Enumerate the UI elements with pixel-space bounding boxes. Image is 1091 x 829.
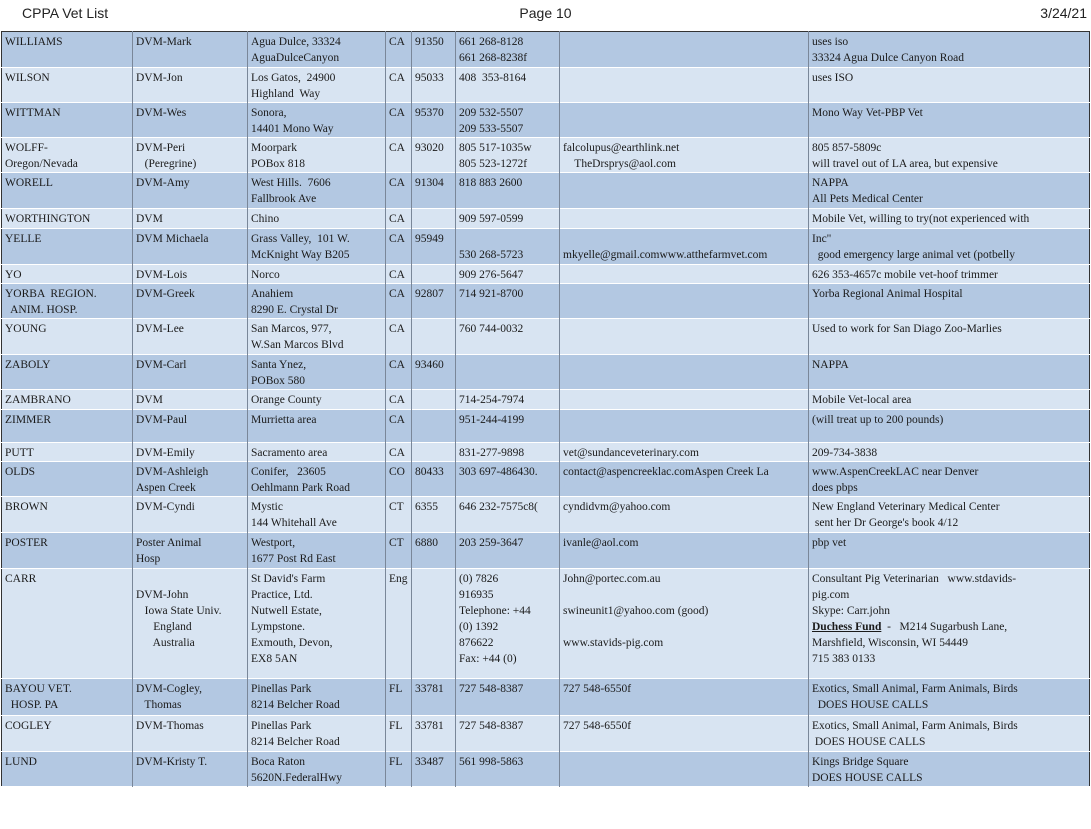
vet-notes-cell: 805 857-5809c will travel out of LA area, but expensive xyxy=(809,138,1090,173)
vet-state-cell: CO xyxy=(386,462,412,497)
duchess-fund-link[interactable]: Duchess Fund xyxy=(812,621,882,633)
vet-zip-cell xyxy=(412,410,456,443)
vet-name-cell: BROWN xyxy=(5,501,48,513)
vet-state-cell: CA xyxy=(386,32,412,68)
vet-notes-cell: pbp vet xyxy=(809,533,1090,569)
vet-email-cell xyxy=(560,355,809,390)
vet-notes-cell xyxy=(809,569,1090,679)
vet-phone-cell xyxy=(456,355,560,390)
vet-row xyxy=(2,103,1090,138)
vet-zip-cell xyxy=(412,209,456,229)
vet-address-cell: West Hills. 7606 Fallbrook Ave xyxy=(248,173,386,209)
vet-notes-cell: Inc" good emergency large animal vet (potbelly xyxy=(809,229,1090,265)
vet-phone-cell: 727 548-8387 xyxy=(456,716,560,752)
vet-address-cell: Chino xyxy=(248,209,386,229)
vet-row xyxy=(2,679,1090,716)
vet-address-cell: St David's Farm Practice, Ltd. Nutwell Estate, Lympstone. Exmouth, Devon, EX8 5AN xyxy=(248,569,386,679)
vet-notes-cell: uses ISO xyxy=(809,68,1090,103)
vet-name-cell: WORTHINGTON xyxy=(5,213,91,225)
vet-email-cell: contact@aspencreeklac.comAspen Creek La xyxy=(560,462,809,497)
vet-name-cell: ZABOLY xyxy=(5,359,51,371)
vet-phone-cell: 727 548-8387 xyxy=(456,679,560,716)
vet-row xyxy=(2,390,1090,410)
vet-phone-cell: 646 232-7575c8( xyxy=(456,497,560,533)
vet-zip-cell: 95370 xyxy=(412,103,456,138)
vet-address-cell: Murrietta area xyxy=(248,410,386,443)
vet-type-cell: DVM-Cogley, Thomas xyxy=(133,679,248,716)
vet-type-cell: DVM-Thomas xyxy=(133,716,248,752)
vet-email-cell: falcolupus@earthlink.net TheDrsprys@aol.com xyxy=(560,138,809,173)
vet-zip-cell: 93460 xyxy=(412,355,456,390)
vet-state-cell: CA xyxy=(386,138,412,173)
vet-email-cell: John@portec.com.au swineunit1@yahoo.com (good) www.stavids-pig.com xyxy=(560,569,809,679)
vet-email-cell xyxy=(560,68,809,103)
vet-name-cell: PUTT xyxy=(5,447,34,459)
vet-row xyxy=(2,355,1090,390)
vet-state-cell: CA xyxy=(386,390,412,410)
vet-notes-cell: New England Veterinary Medical Center sent her Dr George's book 4/12 xyxy=(809,497,1090,533)
vet-address-cell: San Marcos, 977, W.San Marcos Blvd xyxy=(248,319,386,355)
vet-type-cell: DVM Michaela xyxy=(133,229,248,265)
vet-state-cell: CA xyxy=(386,319,412,355)
vet-notes-cell: Exotics, Small Animal, Farm Animals, Birds DOES HOUSE CALLS xyxy=(809,679,1090,716)
vet-row xyxy=(2,752,1090,787)
vet-phone-cell: 209 532-5507 209 533-5507 xyxy=(456,103,560,138)
vet-row xyxy=(2,410,1090,443)
vet-notes-cell: uses iso 33324 Agua Dulce Canyon Road xyxy=(809,32,1090,68)
vet-name-cell: YO xyxy=(5,269,22,281)
document-date: 3/24/21 xyxy=(1040,5,1087,21)
vet-zip-cell: 91304 xyxy=(412,173,456,209)
vet-email-cell xyxy=(560,209,809,229)
vet-phone-cell: 831-277-9898 xyxy=(456,443,560,462)
vet-notes-cell: Mono Way Vet-PBP Vet xyxy=(809,103,1090,138)
vet-zip-cell: 95949 xyxy=(412,229,456,265)
vet-address-cell: Norco xyxy=(248,265,386,284)
vet-email-cell: vet@sundanceveterinary.com xyxy=(560,443,809,462)
vet-phone-cell: 760 744-0032 xyxy=(456,319,560,355)
vet-row xyxy=(2,319,1090,355)
vet-address-cell: Grass Valley, 101 W. McKnight Way B205 xyxy=(248,229,386,265)
page-header xyxy=(0,0,1091,28)
vet-notes-cell: www.AspenCreekLAC near Denver does pbps xyxy=(809,462,1090,497)
vet-type-cell: DVM-Emily xyxy=(133,443,248,462)
vet-state-cell: CA xyxy=(386,355,412,390)
vet-row xyxy=(2,497,1090,533)
vet-zip-cell: 33487 xyxy=(412,752,456,787)
vet-row xyxy=(2,443,1090,462)
vet-state-cell: CA xyxy=(386,209,412,229)
vet-address-cell: Anahiem 8290 E. Crystal Dr xyxy=(248,284,386,319)
vet-phone-cell: 909 276-5647 xyxy=(456,265,560,284)
vet-name-cell: ZAMBRANO xyxy=(5,394,71,406)
vet-state-cell: CA xyxy=(386,410,412,443)
vet-address-cell: Sonora, 14401 Mono Way xyxy=(248,103,386,138)
vet-zip-cell: 92807 xyxy=(412,284,456,319)
vet-type-cell: DVM-John Iowa State Univ. England Australia xyxy=(133,569,248,679)
vet-notes-cell: Yorba Regional Animal Hospital xyxy=(809,284,1090,319)
vet-type-cell: DVM-Jon xyxy=(133,68,248,103)
vet-name-cell: OLDS xyxy=(5,466,36,478)
vet-zip-cell: 93020 xyxy=(412,138,456,173)
vet-name-cell: ZIMMER xyxy=(5,414,51,426)
vet-name-cell: WILSON xyxy=(5,72,50,84)
vet-zip-cell xyxy=(412,265,456,284)
vet-email-cell xyxy=(560,32,809,68)
vet-notes-cell: (will treat up to 200 pounds) xyxy=(809,410,1090,443)
vet-notes-cell: Mobile Vet, willing to try(not experienced with xyxy=(809,209,1090,229)
vet-type-cell: DVM-Paul xyxy=(133,410,248,443)
vet-phone-cell: 530 268-5723 xyxy=(456,229,560,265)
vet-zip-cell: 80433 xyxy=(412,462,456,497)
vet-email-cell: mkyelle@gmail.comwww.atthefarmvet.com xyxy=(560,229,809,265)
vet-address-cell: Boca Raton 5620N.FederalHwy xyxy=(248,752,386,787)
vet-name-cell: YORBA REGION. ANIM. HOSP. xyxy=(5,288,97,316)
vet-name-cell: CARR xyxy=(5,573,37,585)
vet-email-cell xyxy=(560,410,809,443)
vet-address-cell: Agua Dulce, 33324 AguaDulceCanyon xyxy=(248,32,386,68)
vet-address-cell: Pinellas Park 8214 Belcher Road xyxy=(248,679,386,716)
vet-row xyxy=(2,138,1090,173)
vet-zip-cell: 33781 xyxy=(412,716,456,752)
vet-state-cell: CA xyxy=(386,229,412,265)
vet-row xyxy=(2,68,1090,103)
vet-notes-cell: 209-734-3838 xyxy=(809,443,1090,462)
vet-name-cell: WOLFF- Oregon/Nevada xyxy=(5,142,78,170)
vet-state-cell: Eng xyxy=(386,569,412,679)
vet-name-cell: WITTMAN xyxy=(5,107,61,119)
vet-state-cell: CA xyxy=(386,173,412,209)
vet-notes-cell: Used to work for San Diago Zoo-Marlies xyxy=(809,319,1090,355)
vet-zip-cell: 6880 xyxy=(412,533,456,569)
vet-notes-cell: Kings Bridge Square DOES HOUSE CALLS xyxy=(809,752,1090,787)
vet-row xyxy=(2,229,1090,265)
vet-phone-cell: 951-244-4199 xyxy=(456,410,560,443)
document-title: CPPA Vet List xyxy=(22,5,109,21)
vet-email-cell xyxy=(560,752,809,787)
vet-type-cell: DVM-Amy xyxy=(133,173,248,209)
vet-zip-cell xyxy=(412,319,456,355)
vet-type-cell: DVM-Wes xyxy=(133,103,248,138)
vet-row xyxy=(2,265,1090,284)
vet-zip-cell xyxy=(412,569,456,679)
vet-email-cell xyxy=(560,265,809,284)
vet-email-cell xyxy=(560,173,809,209)
vet-row xyxy=(2,716,1090,752)
vet-address-cell: Los Gatos, 24900 Highland Way xyxy=(248,68,386,103)
vet-zip-cell: 95033 xyxy=(412,68,456,103)
vet-row xyxy=(2,32,1090,68)
vet-email-cell xyxy=(560,390,809,410)
vet-name-cell: COGLEY xyxy=(5,720,52,732)
vet-address-cell: Moorpark POBox 818 xyxy=(248,138,386,173)
vet-phone-cell: 561 998-5863 xyxy=(456,752,560,787)
vet-phone-cell: (0) 7826 916935 Telephone: +44 (0) 1392 876622 Fax: +44 (0) xyxy=(456,569,560,679)
vet-address-cell: Santa Ynez, POBox 580 xyxy=(248,355,386,390)
vet-name-cell: YELLE xyxy=(5,233,42,245)
vet-zip-cell xyxy=(412,390,456,410)
vet-notes-cell: NAPPA All Pets Medical Center xyxy=(809,173,1090,209)
vet-name-cell: BAYOU VET. HOSP. PA xyxy=(5,683,72,711)
vet-phone-cell: 408 353-8164 xyxy=(456,68,560,103)
vet-email-cell: 727 548-6550f xyxy=(560,716,809,752)
vet-email-cell xyxy=(560,103,809,138)
vet-row xyxy=(2,209,1090,229)
vet-name-cell: WORELL xyxy=(5,177,53,189)
vet-state-cell: CA xyxy=(386,68,412,103)
vet-state-cell: FL xyxy=(386,679,412,716)
vet-state-cell: CA xyxy=(386,284,412,319)
vet-zip-cell: 6355 xyxy=(412,497,456,533)
vet-notes-cell: Mobile Vet-local area xyxy=(809,390,1090,410)
vet-type-cell: DVM-Greek xyxy=(133,284,248,319)
vet-row xyxy=(2,462,1090,497)
vet-type-cell: DVM-Peri (Peregrine) xyxy=(133,138,248,173)
vet-row xyxy=(2,284,1090,319)
vet-notes-cell: 626 353-4657c mobile vet-hoof trimmer xyxy=(809,265,1090,284)
vet-notes-cell: Exotics, Small Animal, Farm Animals, Birds DOES HOUSE CALLS xyxy=(809,716,1090,752)
vet-zip-cell: 33781 xyxy=(412,679,456,716)
vet-name-cell: YOUNG xyxy=(5,323,47,335)
vet-email-cell: ivanle@aol.com xyxy=(560,533,809,569)
vet-notes-cell: NAPPA xyxy=(809,355,1090,390)
vet-phone-cell: 714-254-7974 xyxy=(456,390,560,410)
vet-list-table xyxy=(1,31,1090,787)
vet-type-cell: DVM-Lee xyxy=(133,319,248,355)
notes-text: - M214 Sugarbush Lane, Marshfield, Wisconsin, WI 54449 715 383 0133 xyxy=(812,621,1008,665)
vet-state-cell: CA xyxy=(386,265,412,284)
vet-state-cell: CA xyxy=(386,443,412,462)
vet-state-cell: CA xyxy=(386,103,412,138)
vet-phone-cell: 661 268-8128 661 268-8238f xyxy=(456,32,560,68)
vet-type-cell: DVM-Carl xyxy=(133,355,248,390)
vet-email-cell xyxy=(560,284,809,319)
vet-type-cell: DVM-Lois xyxy=(133,265,248,284)
vet-row xyxy=(2,569,1090,679)
vet-type-cell: DVM-Mark xyxy=(133,32,248,68)
vet-type-cell: Poster Animal Hosp xyxy=(133,533,248,569)
vet-name-cell: WILLIAMS xyxy=(5,36,63,48)
vet-type-cell: DVM-Ashleigh Aspen Creek xyxy=(133,462,248,497)
vet-address-cell: Orange County xyxy=(248,390,386,410)
vet-address-cell: Mystic 144 Whitehall Ave xyxy=(248,497,386,533)
vet-address-cell: Westport, 1677 Post Rd East xyxy=(248,533,386,569)
vet-phone-cell: 909 597-0599 xyxy=(456,209,560,229)
vet-phone-cell: 303 697-486430. xyxy=(456,462,560,497)
vet-name-cell: POSTER xyxy=(5,537,48,549)
vet-row xyxy=(2,173,1090,209)
vet-state-cell: FL xyxy=(386,752,412,787)
vet-type-cell: DVM xyxy=(133,209,248,229)
vet-email-cell: 727 548-6550f xyxy=(560,679,809,716)
page-number: Page 10 xyxy=(519,5,572,21)
vet-zip-cell xyxy=(412,443,456,462)
vet-type-cell: DVM-Cyndi xyxy=(133,497,248,533)
vet-phone-cell: 805 517-1035w 805 523-1272f xyxy=(456,138,560,173)
vet-address-cell: Pinellas Park 8214 Belcher Road xyxy=(248,716,386,752)
vet-row xyxy=(2,533,1090,569)
vet-name-cell: LUND xyxy=(5,756,37,768)
vet-phone-cell: 714 921-8700 xyxy=(456,284,560,319)
vet-type-cell: DVM-Kristy T. xyxy=(133,752,248,787)
vet-phone-cell: 818 883 2600 xyxy=(456,173,560,209)
vet-state-cell: CT xyxy=(386,533,412,569)
vet-type-cell: DVM xyxy=(133,390,248,410)
vet-zip-cell: 91350 xyxy=(412,32,456,68)
vet-address-cell: Conifer, 23605 Oehlmann Park Road xyxy=(248,462,386,497)
vet-email-cell: cyndidvm@yahoo.com xyxy=(560,497,809,533)
vet-state-cell: CT xyxy=(386,497,412,533)
vet-phone-cell: 203 259-3647 xyxy=(456,533,560,569)
vet-state-cell: FL xyxy=(386,716,412,752)
vet-email-cell xyxy=(560,319,809,355)
notes-text: Consultant Pig Veterinarian www.stdavids- pig.com Skype: Carr.john xyxy=(812,573,1017,617)
vet-address-cell: Sacramento area xyxy=(248,443,386,462)
